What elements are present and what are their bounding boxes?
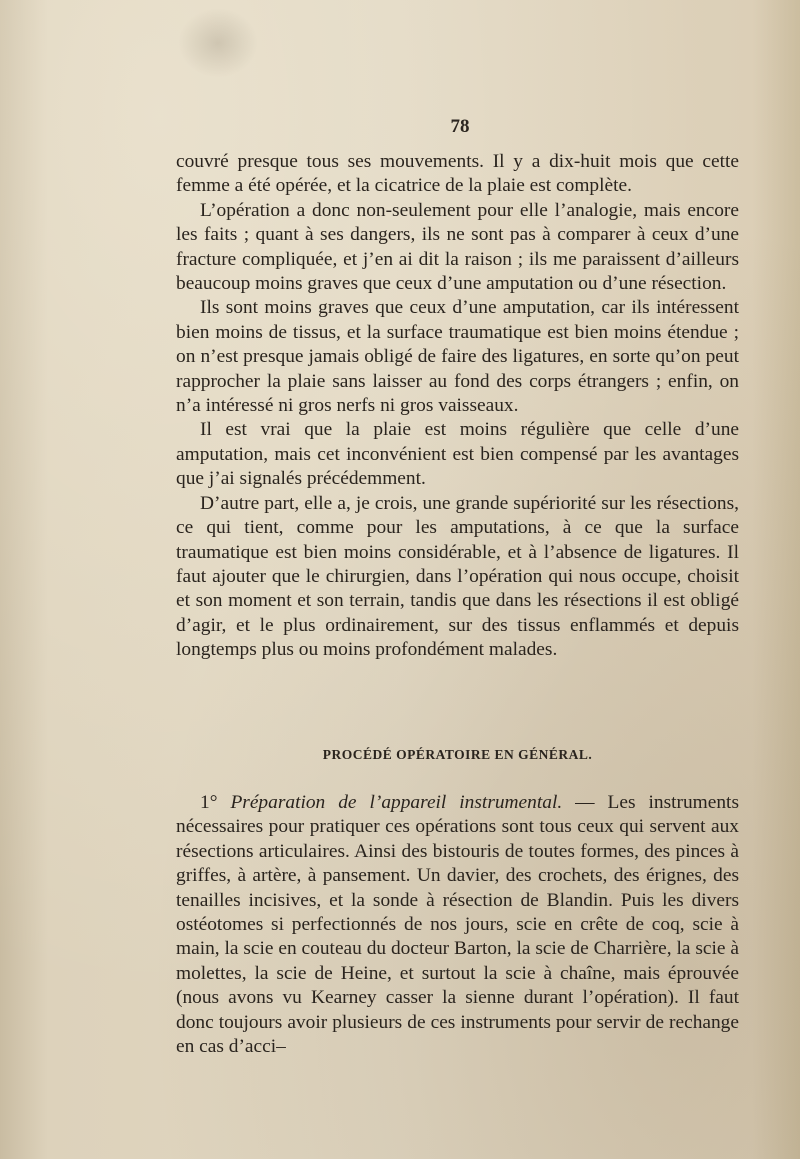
section-heading: PROCÉDÉ OPÉRATOIRE EN GÉNÉRAL.	[322, 747, 593, 762]
paragraph: couvré presque tous ses mouvements. Il y a dix-huit mois que cette femme a été opérée, et la cicatrice de la plaie est complète.	[176, 151, 739, 197]
paper-stain	[178, 8, 258, 78]
item-number: 1°	[200, 792, 218, 813]
paragraph: Ils sont moins graves que ceux d’une amputation, car ils intéressent bien moins de tissus, et la surface traumatique est bien moins étendue ; on n’est presque jamais obligé de faire des ligatures, en sorte qu’on peut rapprocher la plaie sans laisser au fond des corps étrangers ; enfin, on n’a intéressé ni gros nerfs ni gros vaisseaux.	[176, 297, 739, 417]
item-text: — Les instruments nécessaires pour pratiquer ces opérations sont tous ceux qui servent aux résections articulaires. Ainsi des bistouris de toutes formes, des pinces à griffes, à artère, à pansement. Un davier, des crochets, des érignes, des tenailles incisives, et la sonde à résection de Blandin. Puis les divers ostéotomes si perfectionnés de nos jours, scie en crête de coq, scie à main, la scie en couteau du docteur Barton, la scie de Charrière, la scie à molettes, la scie de Heine, et surtout la scie à chaîne, mais éprouvée (nous avons vu Kearney casser la sienne durant l’opération). Il faut donc toujours avoir plusieurs de ces instruments pour servir de rechange en cas d’acci–	[176, 792, 739, 1058]
paragraph: L’opération a donc non-seulement pour elle l’analogie, mais encore les faits ; quant à ses dangers, ils ne sont pas à comparer à ceux d’une fracture compliquée, et j’en ai dit la raison ; ils me paraissent d’ailleurs beaucoup moins graves que ceux d’une amputation ou d’une résection.	[176, 199, 739, 295]
numbered-paragraph	[176, 791, 739, 1059]
paragraph: Il est vrai que la plaie est moins régulière que celle d’une amputation, mais cet inconvénient est bien compensé par les avantages que j’ai signalés précédemment.	[176, 419, 739, 490]
page-number: 78	[450, 116, 470, 137]
body-text	[176, 150, 739, 663]
paragraph: D’autre part, elle a, je crois, une grande supériorité sur les résections, ce qui tient, comme pour les amputations, à ce que la surface traumatique est bien moins considérable, et à l’absence de ligatures. Il faut ajouter que le chirurgien, dans l’opération qui nous occupe, choisit et son moment et son terrain, tandis que dans les résections il est obligé d’agir, et le plus ordinairement, sur des tissus enflammés et depuis longtemps plus ou moins profondément malades.	[176, 492, 739, 661]
item-title: Préparation de l’appareil instrumental.	[230, 792, 563, 813]
section-body	[176, 791, 739, 1059]
